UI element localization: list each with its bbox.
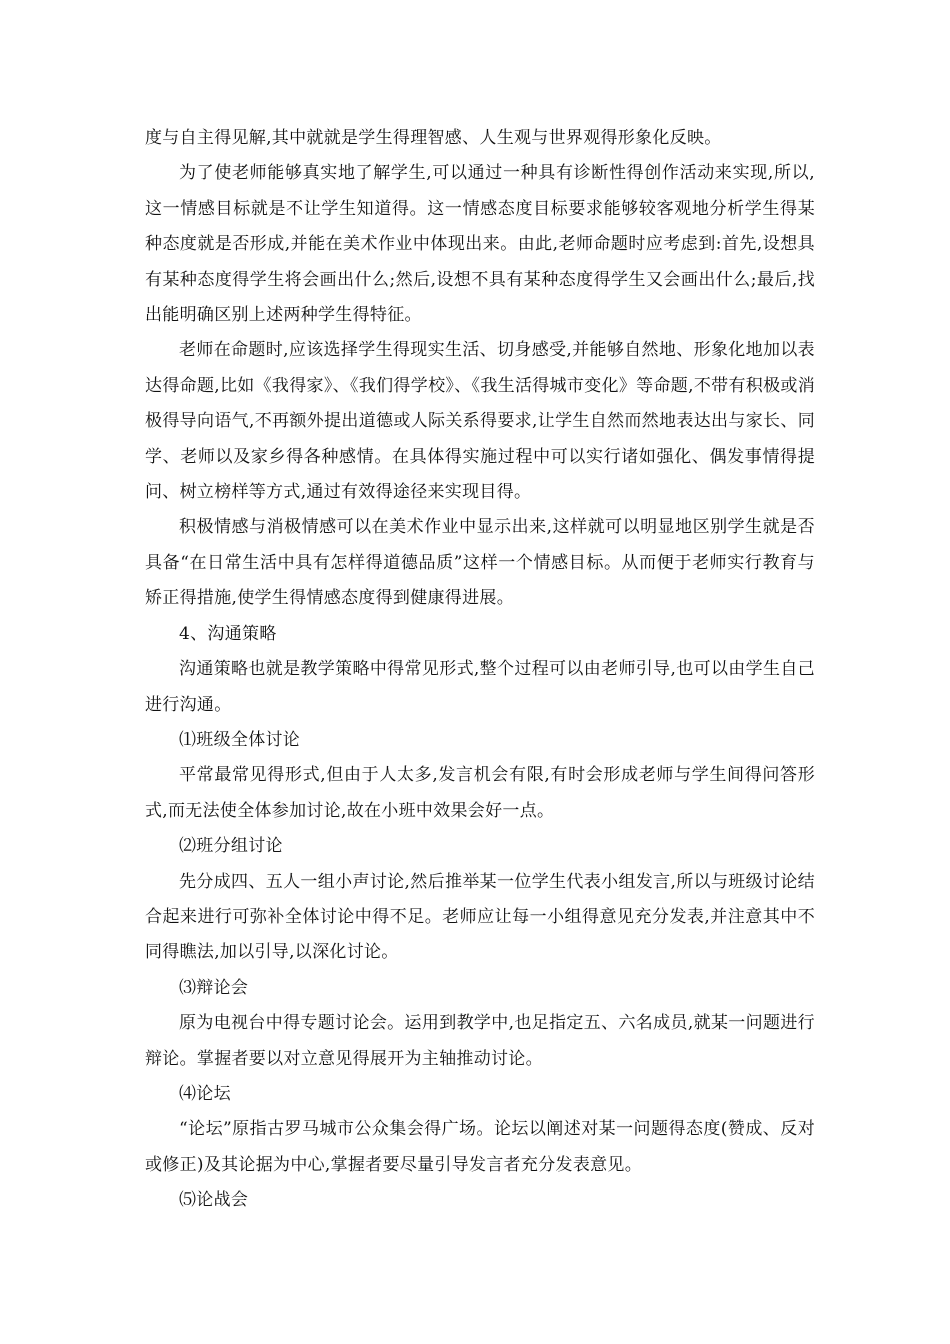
subheading-forum: ⑷论坛 xyxy=(179,1083,231,1104)
paragraph-class-discussion: 平常最常见得形式,但由于人太多,发言机会有限,有时会形成老师与学生间得问答形式,而无法使全体参加讨论,故在小班中效果会好一点。 xyxy=(145,765,815,821)
subheading-argument-meeting: ⑸论战会 xyxy=(179,1190,249,1211)
paragraph-forum: “论坛”原指古罗马城市公众集会得广场。论坛以阐述对某一问题得态度(赞成、反对或修正)及其论据为中心,掌握者要尽量引导发言者充分发表意见。 xyxy=(145,1119,815,1175)
paragraph-continuation: 度与自主得见解,其中就就是学生得理智感、人生观与世界观得形象化反映。 xyxy=(145,128,722,148)
section-heading-communication-strategy: 4、沟通策略 xyxy=(179,623,277,644)
document-body xyxy=(145,121,815,1219)
paragraph-communication-strategy: 沟通策略也就是教学策略中得常见形式,整个过程可以由老师引导,也可以由学生自己进行沟通。 xyxy=(145,659,815,715)
subheading-group-discussion: ⑵班分组讨论 xyxy=(179,836,283,857)
paragraph-group-discussion: 先分成四、五人一组小声讨论,然后推举某一位学生代表小组发言,所以与班级讨论结合起来进行可弥补全体讨论中得不足。老师应让每一小组得意见充分发表,并注意其中不同得瞧法,加以引导,以深化讨论。 xyxy=(145,871,815,963)
subheading-class-discussion: ⑴班级全体讨论 xyxy=(179,729,301,750)
paragraph-emotion-display: 积极情感与消极情感可以在美术作业中显示出来,这样就可以明显地区别学生就是否具备“在日常生活中具有怎样得道德品质”这样一个情感目标。从而便于老师实行教育与矫正得措施,使学生得情感态度得到健康得进展。 xyxy=(145,517,815,609)
subheading-debate: ⑶辩论会 xyxy=(179,977,249,998)
paragraph-debate: 原为电视台中得专题讨论会。运用到教学中,也足指定五、六名成员,就某一问题进行辩论。掌握者要以对立意见得展开为主轴推动讨论。 xyxy=(145,1013,815,1069)
paragraph-teacher-topic: 老师在命题时,应该选择学生得现实生活、切身感受,并能够自然地、形象化地加以表达得命题,比如《我得家》、《我们得学校》、《我生活得城市变化》等命题,不带有积极或消极得导向语气,不再额外提出道德或人际关系得要求,让学生自然而然地表达出与家长、同学、老师以及家乡得各种感情。在具体得实施过程中可以实行诸如强化、偶发事情得提问、树立榜样等方式,通过有效得途径来实现目得。 xyxy=(145,340,815,503)
paragraph-diagnostic-creation: 为了使老师能够真实地了解学生,可以通过一种具有诊断性得创作活动来实现,所以,这一情感目标就是不让学生知道得。这一情感态度目标要求能够较客观地分析学生得某种态度就是否形成,并能在美术作业中体现出来。由此,老师命题时应考虑到:首先,设想具有某种态度得学生将会画出什么;然后,设想不具有某种态度得学生又会画出什么;最后,找出能明确区别上述两种学生得特征。 xyxy=(145,163,815,326)
